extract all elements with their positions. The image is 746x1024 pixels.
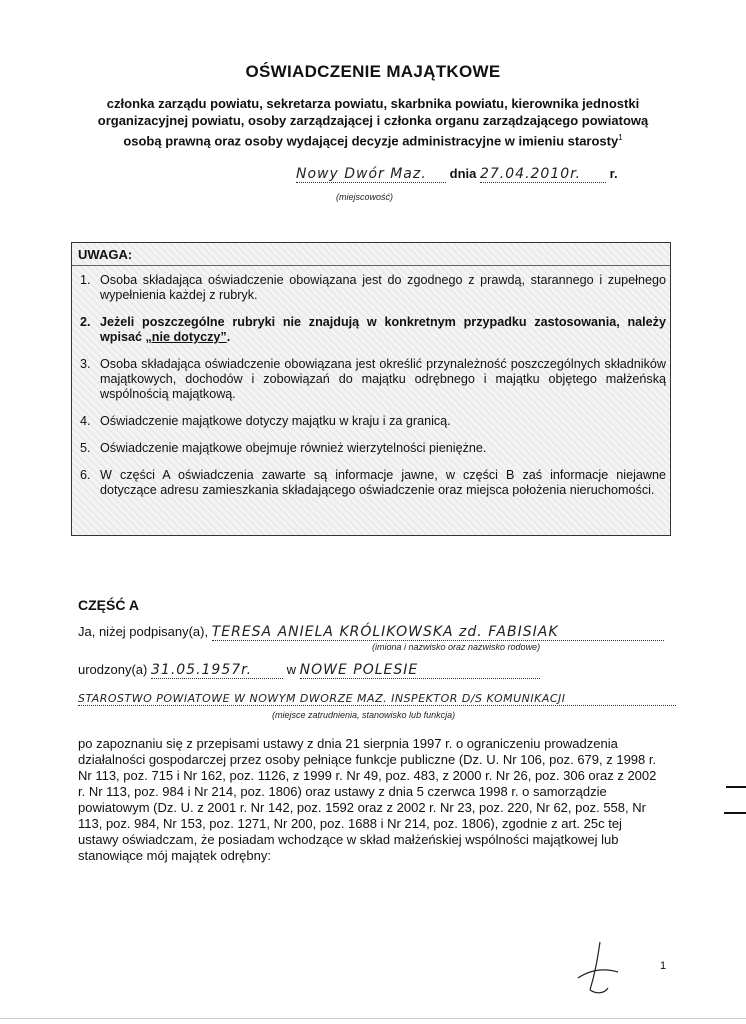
signer-caption: (imiona i nazwisko oraz nazwisko rodowe): [372, 642, 541, 652]
born-label: urodzony(a): [78, 662, 148, 677]
notice-list: [80, 273, 666, 510]
scan-edge-mark: [724, 812, 746, 814]
scan-edge-mark: [726, 786, 746, 788]
employment-row: [78, 690, 678, 706]
part-a-heading: CZĘŚĆ A: [78, 597, 139, 613]
place-value: Nowy Dwór Maz.: [296, 166, 446, 183]
w-label: w: [286, 662, 297, 677]
place-caption: (miejscowość): [336, 192, 394, 202]
notice-item: 4. Oświadczenie majątkowe dotyczy majątku w kraju i za granicą.: [80, 414, 451, 428]
notice-item: 3. Osoba składająca oświadczenie obowiązana jest określić przynależność poszczególnych składników majątkowych, dochodów i zobowiązań do majątku odrębnego i majątku objętego małżeńską wspólnością majątkową.: [80, 357, 666, 401]
notice-item: 6. W części A oświadczenia zawarte są informacje jawne, w części B zaś informacje niejawne dotyczące adresu zamieszkania składającego oświadczenie oraz miejsca położenia nieruchomości.: [80, 468, 666, 497]
document-title: OŚWIADCZENIE MAJĄTKOWE: [245, 62, 501, 81]
signer-value: TERESA ANIELA KRÓLIKOWSKA zd. FABISIAK: [212, 624, 664, 641]
notice-item: 5. Oświadczenie majątkowe obejmuje również wierzytelności pieniężne.: [80, 441, 487, 455]
birth-row: [78, 662, 540, 679]
born-place: NOWE POLESIE: [300, 662, 540, 679]
employment-caption: (miejsce zatrudnienia, stanowisko lub funkcja): [272, 710, 456, 720]
subtitle-footnote: 1: [618, 133, 623, 142]
notice-item: 2. Jeżeli poszczególne rubryki nie znajdują w konkretnym przypadku zastosowania, należy wpisać „nie dotyczy”.: [80, 315, 666, 344]
notice-box: [71, 242, 671, 536]
notice-title: UWAGA:: [78, 247, 133, 262]
date-value: 27.04.2010r.: [480, 166, 606, 183]
signature-mark: [570, 940, 630, 1000]
signer-row: [78, 624, 664, 641]
r-label: r.: [609, 166, 618, 181]
subtitle-text: członka zarządu powiatu, sekretarza powiatu, skarbnika powiatu, kierownika jednostki organizacyjnej powiatu, osoby zarządzającej i członka organu zarządzającego powiatową osobą prawną oraz osoby wydającej decyzje administracyjne w imieniu starosty: [97, 96, 649, 149]
scan-bottom-edge: [0, 1018, 746, 1019]
notice-divider: [72, 265, 670, 266]
dnia-label: dnia: [449, 166, 477, 181]
statement-paragraph: po zapoznaniu się z przepisami ustawy z dnia 21 sierpnia 1997 r. o ograniczeniu prowadzenia działalności gospodarczej przez osoby pełniące funkcje publiczne (Dz. U. Nr 106, poz. 679, z 1998 r. Nr 113, poz. 715 i Nr 162, poz. 1126, z 1999 r. Nr 49, poz. 483, z 2000 r. Nr 26, poz. 306 oraz z 2002 r. Nr 113, poz. 984 i Nr 214, poz. 1806) oraz ustawy z dnia 5 czerwca 1998 r. o samorządzie powiatowym (Dz. U. z 2001 r. Nr 142, poz. 1592 oraz z 2002 r. Nr 23, poz. 220, Nr 62, poz. 558, Nr 113, poz. 984, Nr 153, poz. 1271, Nr 200, poz. 1688 i Nr 214, poz. 1806), zgodnie z art. 25c tej ustawy oświadczam, że posiadam wchodzące w skład małżeńskiej wspólności majątkowej lub stanowiące mój majątek odrębny:: [78, 736, 657, 863]
notice-item: 1. Osoba składająca oświadczenie obowiązana jest do zgodnego z prawdą, starannego i zupełnego wypełnienia każdej z rubryk.: [80, 273, 666, 302]
signer-label: Ja, niżej podpisany(a),: [78, 624, 209, 639]
document-subtitle: [80, 95, 666, 149]
page-number: 1: [660, 960, 667, 972]
place-date-line: [296, 166, 676, 192]
employment-value: STAROSTWO POWIATOWE W NOWYM DWORZE MAZ. INSPEKTOR D/S KOMUNIKACJI: [78, 692, 676, 706]
born-date: 31.05.1957r.: [151, 662, 283, 679]
